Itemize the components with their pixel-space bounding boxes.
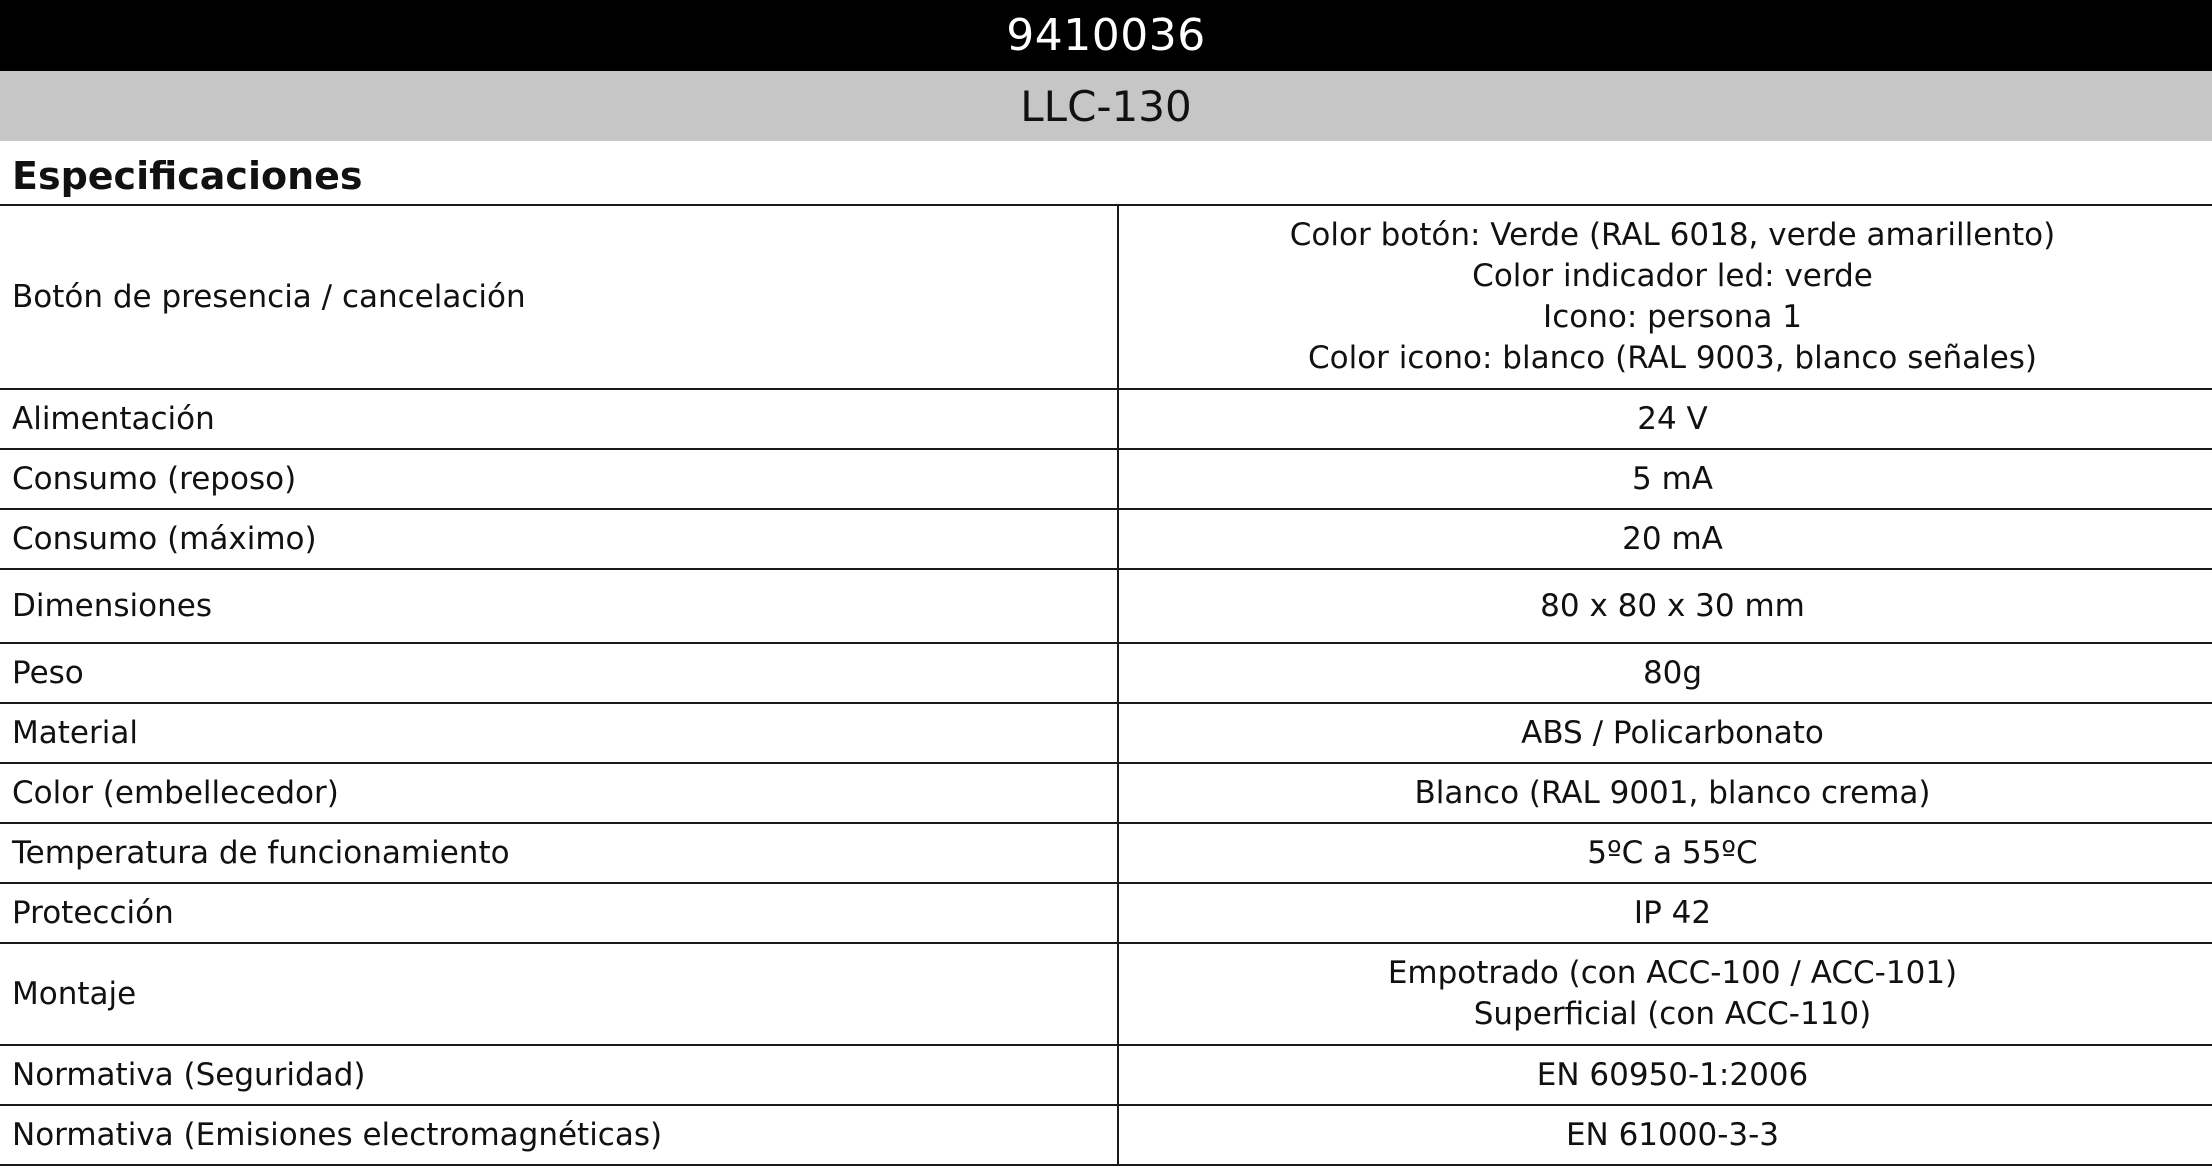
spec-label: Peso [0,643,1118,703]
spec-label: Material [0,703,1118,763]
section-title: Especificaciones [12,154,363,198]
spec-row-consumption-idle [0,449,2212,509]
spec-label: Normativa (Emisiones electromagnéticas) [0,1105,1118,1165]
spec-row-weight [0,643,2212,703]
spec-label: Dimensiones [0,569,1118,643]
spec-value: 80g [1118,643,2212,703]
spec-value: Empotrado (con ACC-100 / ACC-101) Superficial (con ACC-110) [1118,943,2212,1045]
spec-label: Consumo (reposo) [0,449,1118,509]
product-code-header: 9410036 [0,0,2212,71]
spec-label: Protección [0,883,1118,943]
spec-value: EN 60950-1:2006 [1118,1045,2212,1105]
spec-value: Blanco (RAL 9001, blanco crema) [1118,763,2212,823]
spec-label: Botón de presencia / cancelación [0,205,1118,389]
spec-value: IP 42 [1118,883,2212,943]
spec-value: EN 61000-3-3 [1118,1105,2212,1165]
spec-label: Temperatura de funcionamiento [0,823,1118,883]
spec-row-mounting [0,943,2212,1045]
spec-row-temperature [0,823,2212,883]
spec-row-safety-standard [0,1045,2212,1105]
spec-label: Consumo (máximo) [0,509,1118,569]
spec-value: 80 x 80 x 30 mm [1118,569,2212,643]
spec-label: Montaje [0,943,1118,1045]
spec-value: 24 V [1118,389,2212,449]
spec-row-dimensions [0,569,2212,643]
spec-row-button [0,205,2212,389]
model-name-header: LLC-130 [0,71,2212,141]
spec-row-protection [0,883,2212,943]
spec-label: Normativa (Seguridad) [0,1045,1118,1105]
spec-row-power-supply [0,389,2212,449]
specifications-table [0,204,2212,1166]
spec-value: ABS / Policarbonato [1118,703,2212,763]
spec-value: 5 mA [1118,449,2212,509]
spec-value: 5ºC a 55ºC [1118,823,2212,883]
spec-label: Alimentación [0,389,1118,449]
spec-value: Color botón: Verde (RAL 6018, verde amarillento) Color indicador led: verde Icono: persona 1 Color icono: blanco (RAL 9003, blanco señales) [1118,205,2212,389]
spec-value: 20 mA [1118,509,2212,569]
spec-row-emc-standard [0,1105,2212,1165]
spec-row-consumption-max [0,509,2212,569]
spec-label: Color (embellecedor) [0,763,1118,823]
spec-row-material [0,703,2212,763]
spec-row-color [0,763,2212,823]
